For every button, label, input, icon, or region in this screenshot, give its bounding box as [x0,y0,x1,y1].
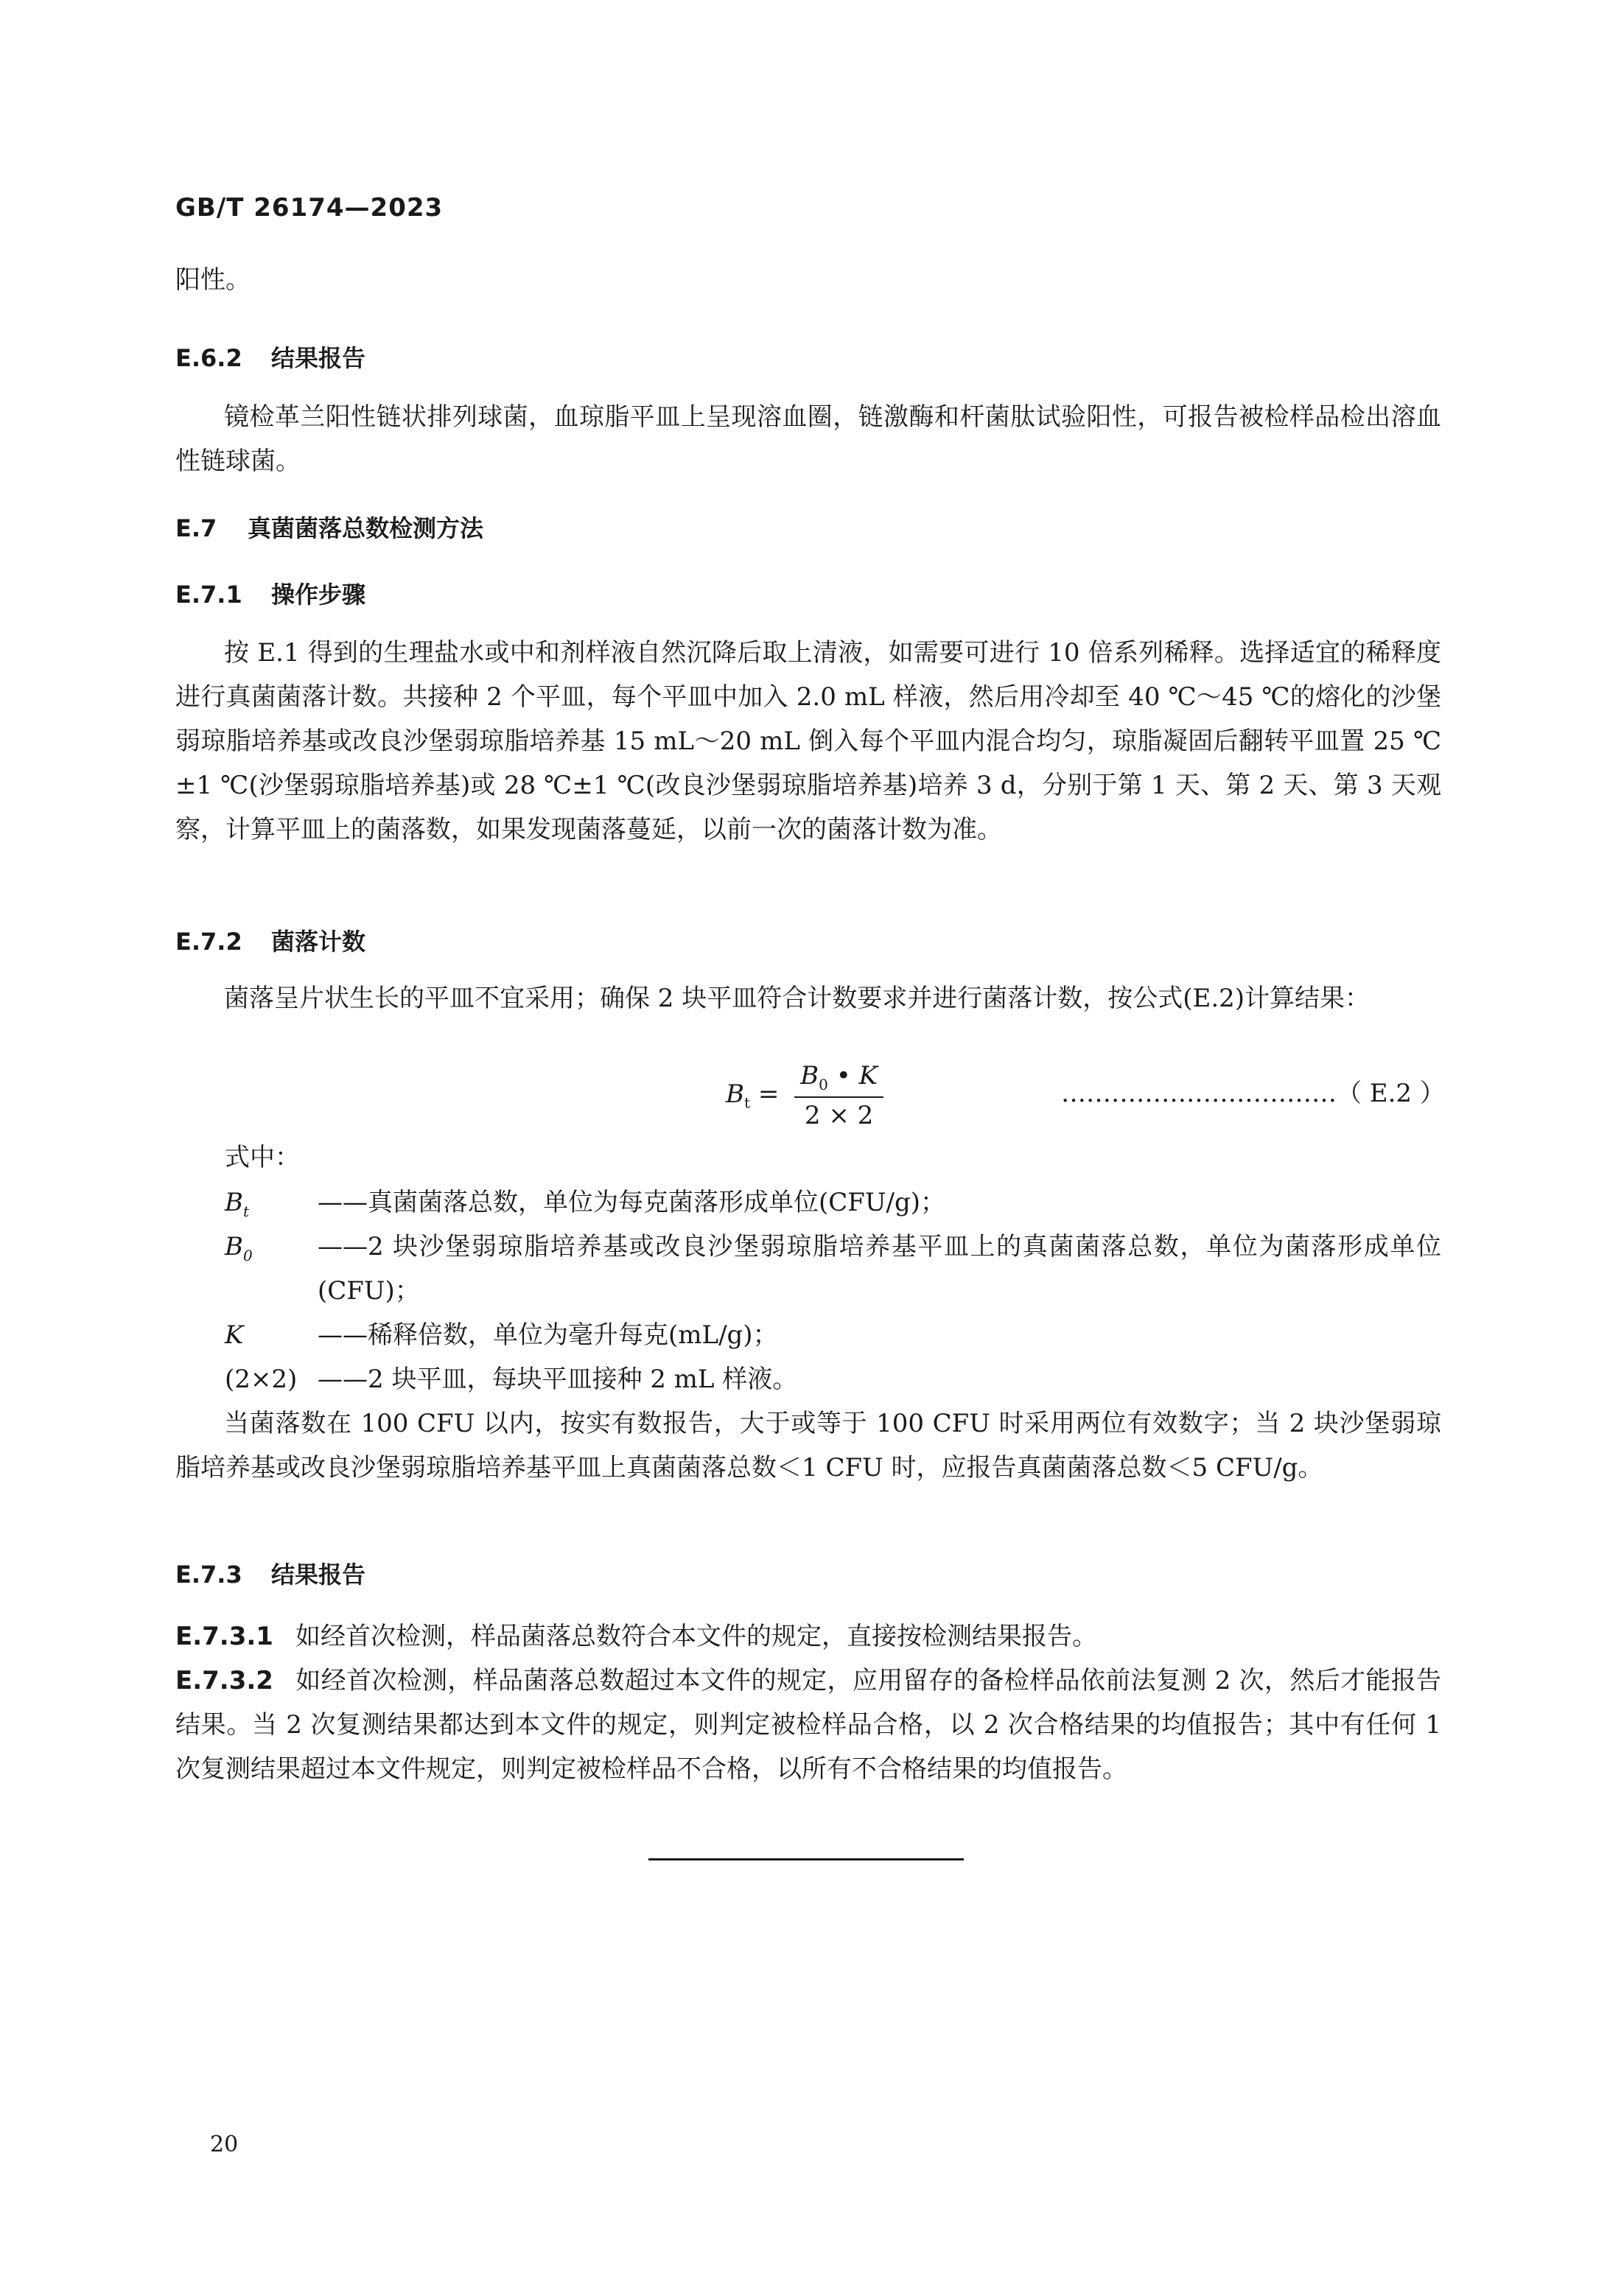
variable-description: ——2 块平皿，每块平皿接种 2 mL 样液。 [318,1365,798,1394]
paragraph-e62: 镜检革兰阳性链状排列球菌，血琼脂平皿上呈现溶血圈，链激酶和杆菌肽试验阳性，可报告被检样品检出溶血性链球菌。 [175,402,1441,476]
fraction [794,1061,883,1130]
clause-number: E.7.3.2 [175,1666,273,1695]
heading-e73 [175,1556,365,1590]
paragraph-e71: 按 E.1 得到的生理盐水或中和剂样液自然沉降后取上清液，如需要可进行 10 倍系列稀释。选择适宜的稀释度进行真菌菌落计数。共接种 2 个平皿，每个平皿中加入 2.0 mL 样液，然后用冷却至 40 ℃～45 ℃的熔化的沙堡弱琼脂培养基或改良沙堡弱琼脂培养基 15 mL～20 mL 倒入每个平皿内混合均匀，琼脂凝固后翻转平皿置 25 ℃±1 ℃(沙堡弱琼脂培养基)或 28 ℃±1 ℃(改良沙堡弱琼脂培养基)培养 3 d，分别于第 1 天、第 2 天、第 3 天观察，计算平皿上的菌落数，如果发现菌落蔓延，以前一次的菌落计数为准。 [175,638,1441,844]
fraction-numerator [794,1061,883,1098]
equation-number: ……………………………（ E.2 ） [1061,1079,1445,1108]
variable-symbol: (2×2) [225,1365,298,1394]
variable-description: ——稀释倍数，单位为毫升每克(mL/g)； [318,1320,778,1350]
heading-e7 [175,510,483,544]
variable-description: ——真菌菌落总数，单位为每克菌落形成单位(CFU/g)； [318,1188,946,1217]
paragraph-e72: 菌落呈片状生长的平皿不宜采用；确保 2 块平皿符合计数要求并进行菌落计数，按公式(E.2)计算结果： [224,984,1371,1013]
heading-title: 操作步骤 [271,581,366,609]
heading-number: E.6.2 [175,344,242,372]
formula-lhs-subscript: t [744,1093,751,1112]
heading-e71 [175,576,365,610]
heading-number: E.7.3 [175,1561,242,1589]
heading-title: 菌落计数 [271,928,366,956]
standard-number: GB/T 26174—2023 [175,193,444,223]
variable-definition [225,1357,1441,1401]
formula-lhs-symbol: B [726,1079,744,1109]
heading-number: E.7.2 [175,928,242,956]
variable-symbol: $B_t$ [225,1188,250,1220]
numerator-subscript: 0 [819,1075,828,1093]
variable-symbol: K [225,1320,244,1350]
variable-definition [225,1313,1441,1357]
variable-symbol: $B_0$ [225,1232,253,1264]
continued-text: 阳性。 [175,265,251,295]
numerator-rest: • K [827,1061,878,1091]
clause-number: E.7.3.1 [175,1622,273,1651]
heading-title: 结果报告 [271,1561,366,1589]
equals-sign: = [757,1079,780,1109]
clause-text: 如经首次检测，样品菌落总数符合本文件的规定，直接按检测结果报告。 [295,1622,1097,1651]
heading-e72 [175,923,365,957]
clause-e7-3-2 [175,1659,1441,1791]
variable-definition [225,1225,1441,1313]
clause-text: 如经首次检测，样品菌落总数超过本文件的规定，应用留存的备检样品依前法复测 2 次，然后才能报告结果。当 2 次复测结果都达到本文件的规定，则判定被检样品合格，以 2 次合格结果的均值报告；其中有任何 1 次复测结果超过本文件规定，则判定被检样品不合格，以所有不合格结果的均值报告。 [175,1666,1441,1784]
end-rule [648,1858,964,1860]
page-number: 20 [210,2132,239,2157]
heading-e62 [175,340,365,374]
numerator-symbol: B [800,1061,819,1091]
variable-description: ——2 块沙堡弱琼脂培养基或改良沙堡弱琼脂培养基平皿上的真菌菌落总数，单位为菌落形成单位(CFU)； [318,1232,1441,1306]
heading-number: E.7.1 [175,581,242,609]
formula-e2 [726,1061,883,1130]
clause-e7-3-1 [175,1614,1441,1659]
heading-title: 结果报告 [271,344,366,372]
fraction-denominator: 2 × 2 [804,1100,874,1130]
heading-number: E.7 [175,514,217,542]
heading-title: 真菌菌落总数检测方法 [248,514,484,542]
where-label: 式中： [225,1143,300,1172]
paragraph-e72-count-rule: 当菌落数在 100 CFU 以内，按实有数报告，大于或等于 100 CFU 时采用两位有效数字；当 2 块沙堡弱琼脂培养基或改良沙堡弱琼脂培养基平皿上真菌菌落总数＜1 CFU 时，应报告真菌菌落总数＜5 CFU/g。 [175,1409,1441,1482]
